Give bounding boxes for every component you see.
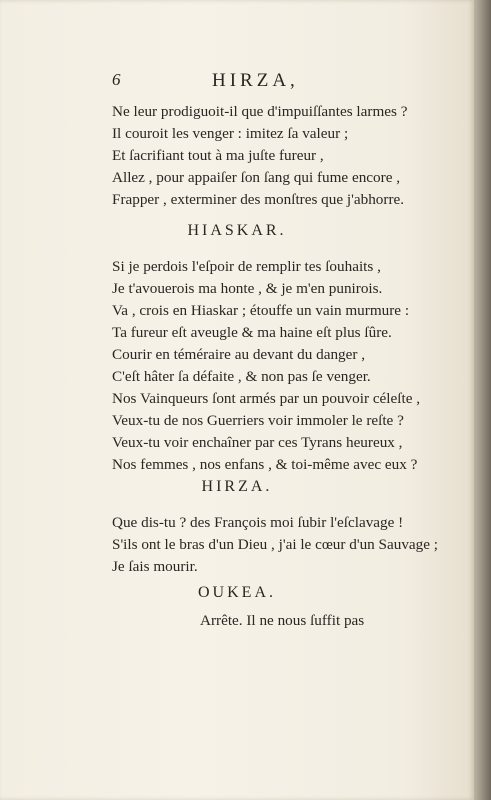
verse-line: Si je perdois l'eſpoir de remplir tes ſouhaits , <box>112 258 381 275</box>
verse-line: Ta fureur eſt aveugle & ma haine eſt plus ſûre. <box>112 324 392 341</box>
page-number: 6 <box>112 70 121 89</box>
verse-line: Que dis-tu ? des François moi ſubir l'eſclavage ! <box>112 514 404 531</box>
verse-line: Allez , pour appaiſer ſon ſang qui fume encore , <box>112 169 401 186</box>
speaker-name: HIASKAR. <box>187 222 287 239</box>
verse-line: Frapper , exterminer des monſtres que j'abhorre. <box>112 191 405 208</box>
verse-line: Courir en téméraire au devant du danger , <box>112 346 366 363</box>
verse-line: Nos Vainqueurs ſont armés par un pouvoir céleſte , <box>112 390 421 407</box>
verse-line: Veux-tu de nos Guerriers voir immoler le reſte ? <box>112 412 404 429</box>
verse-line: Je t'avouerois ma honte , & je m'en punirois. <box>112 280 383 297</box>
verse-line: Veux-tu voir enchaîner par ces Tyrans heureux , <box>112 434 403 451</box>
verse-line: Il couroit les venger : imitez ſa valeur ; <box>112 125 349 142</box>
verse-line: S'ils ont le bras d'un Dieu , j'ai le cœur d'un Sauvage ; <box>112 536 439 553</box>
verse-line: Va , crois en Hiaskar ; étouffe un vain murmure : <box>112 302 410 319</box>
page-header <box>0 70 474 94</box>
verse-line: Nos femmes , nos enfans , & toi-même avec eux ? <box>112 456 418 473</box>
verse-line: Et ſacrifiant tout à ma juſte fureur , <box>112 147 324 164</box>
page-edge <box>474 0 491 800</box>
speaker-name: OUKEA. <box>198 584 276 601</box>
verse-line: Arrête. Il ne nous ſuffit pas <box>200 612 365 629</box>
verse-line: Ne leur prodiguoit-il que d'impuiſſantes larmes ? <box>112 103 408 120</box>
verse-line: Je ſais mourir. <box>112 558 198 575</box>
speaker-name: HIRZA. <box>201 478 273 495</box>
verse-line: C'eſt hâter ſa défaite , & non pas ſe venger. <box>112 368 371 385</box>
running-title: HIRZA, <box>212 70 299 91</box>
